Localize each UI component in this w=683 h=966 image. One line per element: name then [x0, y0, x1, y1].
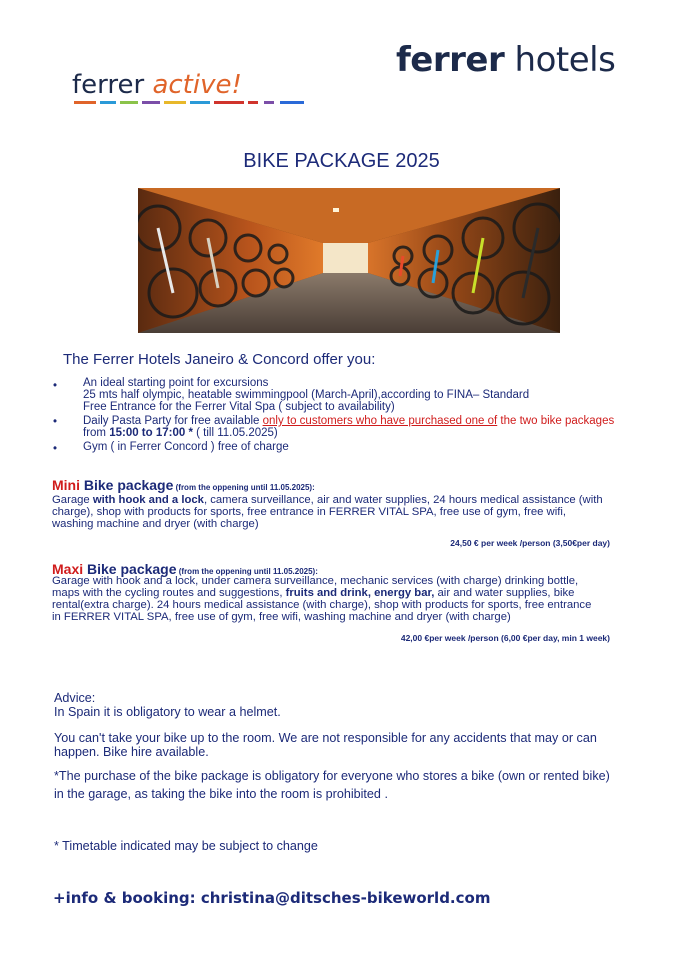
maxi-name: Bike package — [83, 561, 177, 577]
logo-color-stripe — [74, 101, 314, 104]
pasta-condition-underlined: only to customers who have purchased one of — [262, 415, 498, 427]
booking-contact[interactable]: +info & booking: christina@ditsches-bikeworld.com — [53, 889, 491, 907]
bullet-dot: • — [53, 416, 58, 428]
logo-active-first: ferrer — [72, 70, 153, 100]
advice-heading: Advice: — [54, 691, 96, 705]
ferrer-active-logo — [72, 70, 242, 100]
mini-l1-pre: Garage — [52, 494, 93, 506]
mini-name: Bike package — [80, 477, 174, 493]
room-notice-line1: You can't take your bike up to the room. We are not responsible for any accidents that may or can — [54, 731, 597, 745]
mini-l1-bold: with hook and a lock — [92, 494, 204, 506]
bullet-dot: • — [53, 443, 58, 455]
maxi-l2-bold: fruits and drink, energy bar, — [285, 587, 435, 599]
list-item — [83, 415, 614, 427]
pasta-time-pre: from — [83, 427, 110, 439]
mini-note: (from the oppening until 11.05.2025): — [173, 483, 315, 492]
pasta-text: Daily Pasta Party for free available — [83, 415, 263, 427]
purchase-notice-line2: in the garage, as taking the bike into the room is prohibited . — [54, 787, 388, 801]
mini-line: charge), shop with products for sports, free entrance in FERRER VITAL SPA, free use of gym, free wifi, — [52, 506, 567, 518]
maxi-label: Maxi — [52, 561, 84, 577]
helmet-notice: In Spain it is obligatory to wear a helmet. — [54, 705, 281, 719]
mini-line: washing machine and dryer (with charge) — [52, 518, 259, 530]
maxi-package-description — [52, 575, 622, 623]
list-item: An ideal starting point for excursions — [83, 377, 269, 389]
pasta-condition: the two bike packages — [497, 415, 615, 427]
maxi-l2-pre: maps with the cycling routes and suggestions, — [52, 587, 286, 599]
mini-line — [52, 494, 622, 506]
list-item-line: Free Entrance for the Ferrer Vital Spa ( subject to availability) — [83, 401, 395, 413]
list-item: Gym ( in Ferrer Concord ) free of charge — [83, 441, 289, 453]
intro-text: The Ferrer Hotels Janeiro & Concord offer you: — [63, 351, 376, 368]
logo-hotels-light: hotels — [504, 40, 616, 80]
mini-package-title — [52, 477, 315, 493]
mini-price: 24,50 € per week /person (3,50€per day) — [450, 538, 610, 548]
pasta-time: 15:00 to 17:00 * — [109, 427, 193, 439]
page-title: BIKE PACKAGE 2025 — [243, 150, 440, 172]
mini-package-description — [52, 494, 622, 530]
maxi-l2-post: air and water supplies, bike — [434, 587, 575, 599]
maxi-note: (from the oppening until 11.05.2025): — [176, 567, 318, 576]
mini-l1-post: , camera surveillance, air and water supplies, 24 hours medical assistance (with — [203, 494, 603, 506]
maxi-line — [52, 587, 622, 599]
maxi-line: rental(extra charge). 24 hours medical assistance (with charge), shop with products for sports, free entrance — [52, 599, 592, 611]
list-item-line — [83, 427, 278, 439]
room-notice-line2: happen. Bike hire available. — [54, 745, 209, 759]
maxi-line: in FERRER VITAL SPA, free use of gym, free wifi, washing machine and dryer (with charge) — [52, 611, 511, 623]
maxi-line: Garage with hook and a lock, under camera surveillance, mechanic services (with charge) drinking bottle, — [52, 575, 579, 587]
list-item-line: 25 mts half olympic, heatable swimmingpool (March-April),according to FINA– Standard — [83, 389, 530, 401]
timetable-note: * Timetable indicated may be subject to change — [54, 839, 318, 853]
purchase-notice-line1: *The purchase of the bike package is obligatory for everyone who stores a bike (own or rented bike) — [54, 769, 610, 783]
pasta-time-post: ( till 11.05.2025) — [192, 427, 278, 439]
bullet-dot: • — [53, 380, 58, 392]
bike-garage-photo — [138, 188, 560, 333]
mini-label: Mini — [52, 477, 80, 493]
maxi-price: 42,00 €per week /person (6,00 €per day, min 1 week) — [400, 633, 610, 643]
logo-active-second: active! — [152, 70, 242, 100]
logo-hotels-bold: ferrer — [396, 40, 505, 80]
ferrer-hotels-logo — [396, 40, 615, 80]
